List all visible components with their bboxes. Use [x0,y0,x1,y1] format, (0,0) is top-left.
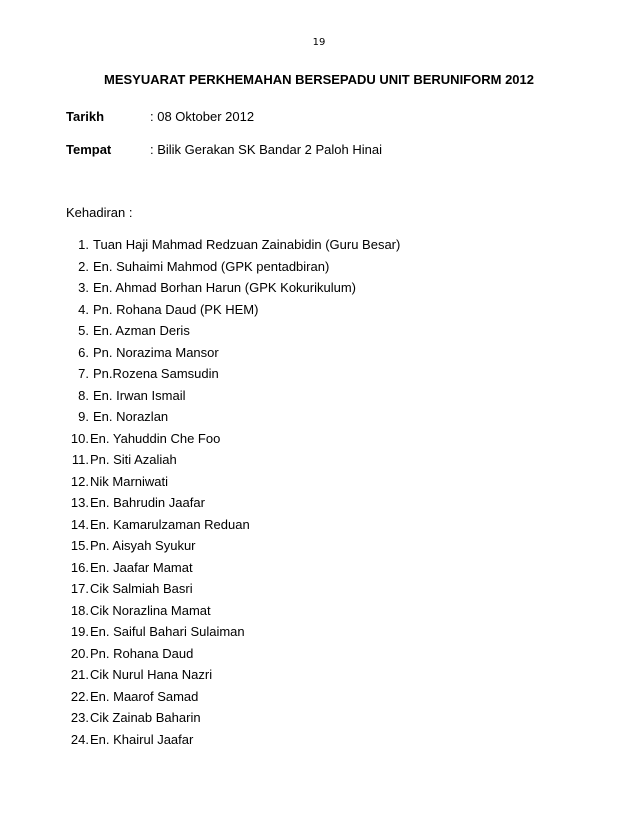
list-item-name: En. Maarof Samad [90,688,199,704]
list-item-name: Pn. Norazima Mansor [93,344,219,360]
list-item [0,514,400,536]
list-item [0,686,400,708]
list-item-name: Pn. Siti Azaliah [90,452,177,467]
list-item [0,557,400,579]
list-item-number: 21. [70,667,89,682]
list-item-name: En. Jaafar Mamat [90,559,193,575]
list-item-number: 23. [70,710,89,725]
list-item-number: 24. [70,731,89,747]
list-item [0,406,400,428]
list-item-number: 11. [71,452,89,467]
meta-row-date [66,108,254,126]
list-item-number: 14. [70,516,89,532]
list-item [0,600,400,622]
list-item [0,449,400,471]
list-item-number: 16. [70,559,89,575]
list-item-number: 12. [70,473,89,489]
list-item-name: En. Azman Deris [93,323,190,338]
list-item-number: 7. [78,366,89,381]
list-item-name: Pn. Rohana Daud (PK HEM) [93,301,259,317]
document-title: MESYUARAT PERKHEMAHAN BERSEPADU UNIT BERUNIFORM 2012 [103,72,534,87]
list-item-number: 1. [78,237,89,252]
list-item-name: En. Bahrudin Jaafar [90,495,205,510]
page-number: 19 [312,37,326,48]
list-item-name: Pn. Rohana Daud [90,645,194,661]
list-item-name: En. Irwan Ismail [93,387,186,403]
meta-row-venue [66,141,382,159]
list-item [0,428,400,450]
list-item-name: Pn.Rozena Samsudin [93,366,219,381]
list-item [0,643,400,665]
meta-label-date: Tarikh [66,109,105,124]
list-item-number: 8. [78,387,89,403]
list-item-number: 18. [70,602,89,618]
list-item-number: 13. [70,495,89,510]
list-item [0,363,400,385]
list-item-number: 22. [70,688,89,704]
list-item [0,535,400,557]
list-item [0,729,400,751]
list-item [0,277,400,299]
list-item [0,621,400,643]
list-item-number: 19. [70,624,89,639]
list-item-number: 9. [78,409,89,424]
list-item-name: Cik Nurul Hana Nazri [90,667,213,682]
list-item-name: En. Khairul Jaafar [90,731,194,747]
list-item-name: En. Ahmad Borhan Harun (GPK Kokurikulum) [93,280,357,295]
list-item-number: 6. [78,344,89,360]
list-item-number: 5. [78,323,89,338]
list-item-name: Cik Salmiah Basri [90,581,193,596]
list-item [0,471,400,493]
list-item [0,320,400,342]
meta-label-venue: Tempat [66,142,112,157]
list-item-name: Nik Marniwati [90,473,169,489]
list-item-number: 3. [78,280,89,295]
list-item-name: Tuan Haji Mahmad Redzuan Zainabidin (Guru Besar) [93,237,401,252]
list-item-name: En. Saiful Bahari Sulaiman [90,624,245,639]
list-item-number: 15. [70,538,89,553]
meta-value-venue: : Bilik Gerakan SK Bandar 2 Paloh Hinai [150,142,382,157]
list-item-name: Cik Norazlina Mamat [90,602,211,618]
list-item [0,385,400,407]
list-item [0,578,400,600]
list-item-name: Pn. Aisyah Syukur [90,538,196,553]
list-item [0,492,400,514]
list-item-number: 17. [70,581,89,596]
list-item-name: En. Yahuddin Che Foo [90,430,221,446]
list-item [0,299,400,321]
list-item [0,256,400,278]
list-item-number: 2. [78,258,89,274]
list-item-name: En. Norazlan [93,409,169,424]
list-item-name: En. Suhaimi Mahmod (GPK pentadbiran) [93,258,330,274]
attendee-list [0,234,400,750]
meta-value-date: : 08 Oktober 2012 [150,109,255,124]
list-item-name: En. Kamarulzaman Reduan [90,516,250,532]
list-item [0,342,400,364]
list-item-name: Cik Zainab Baharin [90,710,201,725]
list-item [0,707,400,729]
list-item [0,234,400,256]
attendance-label: Kehadiran : [66,205,133,220]
list-item-number: 4. [78,301,89,317]
list-item-number: 20. [70,645,89,661]
list-item [0,664,400,686]
list-item-number: 10. [70,430,89,446]
